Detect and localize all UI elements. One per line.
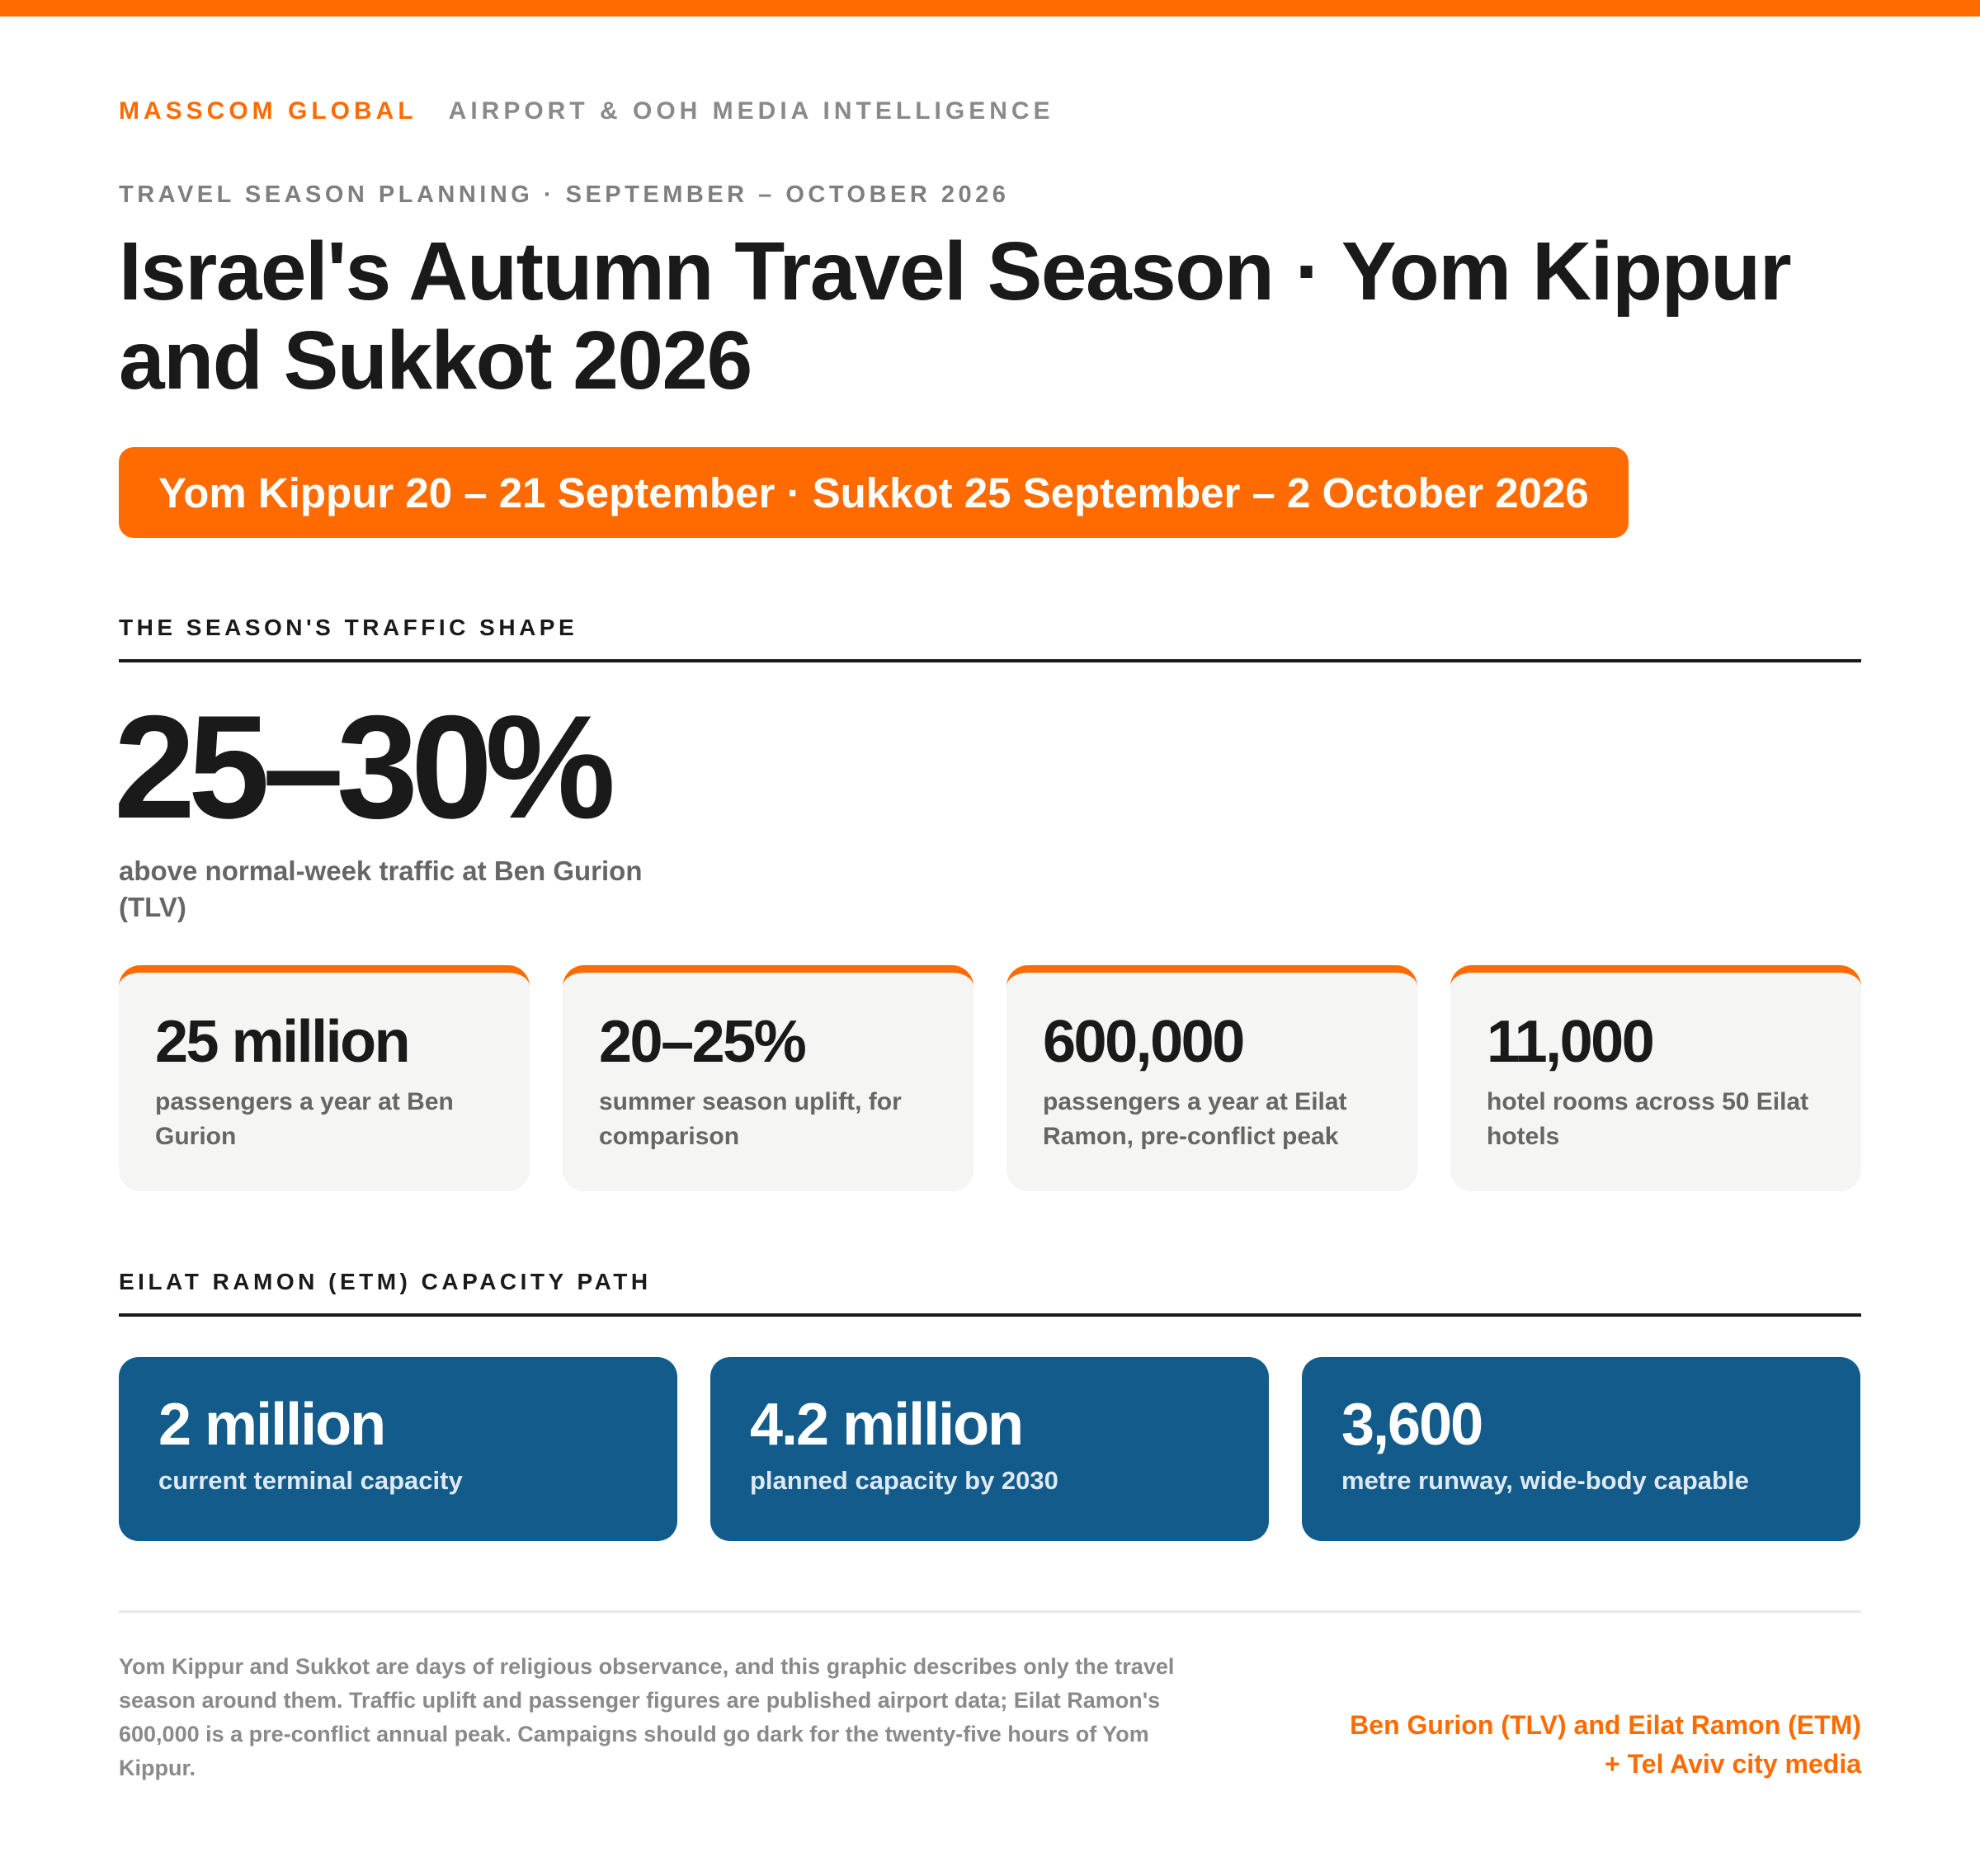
section-heading-capacity: EILAT RAMON (ETM) CAPACITY PATH <box>119 1269 652 1294</box>
capacity-label: current terminal capacity <box>158 1466 463 1495</box>
brand-row <box>119 97 1054 125</box>
capacity-card <box>1302 1357 1860 1541</box>
stat-card <box>563 965 974 1191</box>
capacity-value: 2 million <box>158 1392 385 1458</box>
top-accent-bar <box>0 0 1980 16</box>
section-heading-traffic: THE SEASON'S TRAFFIC SHAPE <box>119 615 578 640</box>
stat-value: 600,000 <box>1043 1009 1243 1075</box>
stat-card-row <box>119 965 1861 1191</box>
stat-label: passengers a year at Ben Gurion <box>155 1088 454 1150</box>
stat-label: hotel rooms across 50 Eilat hotels <box>1487 1088 1809 1150</box>
hero-stat-caption: above normal-week traffic at Ben Gurion (TLV) <box>119 856 643 922</box>
stat-card <box>119 965 530 1191</box>
stat-value: 11,000 <box>1487 1009 1653 1075</box>
page-kicker: TRAVEL SEASON PLANNING · SEPTEMBER – OCTOBER 2026 <box>119 181 1010 208</box>
capacity-card <box>710 1357 1269 1541</box>
capacity-value: 3,600 <box>1341 1392 1483 1458</box>
stat-label: passengers a year at Eilat Ramon, pre-conflict peak <box>1043 1088 1347 1150</box>
capacity-label: metre runway, wide-body capable <box>1341 1466 1749 1495</box>
dates-banner: Yom Kippur 20 – 21 September · Sukkot 25 September – 2 October 2026 <box>119 447 1629 538</box>
stat-label: summer season uplift, for comparison <box>599 1088 902 1150</box>
brand-name: MASSCOM GLOBAL <box>119 97 417 125</box>
capacity-value: 4.2 million <box>750 1392 1023 1458</box>
capacity-card <box>119 1357 677 1541</box>
section-rule-traffic <box>119 659 1861 662</box>
footer-note: Yom Kippur and Sukkot are days of religious observance, and this graphic describes only the travel season around them. Traffic uplift and passenger figures are published airport data; Eilat Ramon's 600,000 is a pre-conflict annual peak. Campaigns should go dark for the twenty-five hours of Yom Kippur. <box>119 1654 1175 1780</box>
stat-card <box>1450 965 1861 1191</box>
capacity-label: planned capacity by 2030 <box>750 1466 1058 1495</box>
footer-divider <box>119 1610 1861 1613</box>
stat-value: 20–25% <box>599 1009 805 1075</box>
footer-coverage-tag: Ben Gurion (TLV) and Eilat Ramon (ETM) + Tel Aviv city media <box>1350 1710 1861 1779</box>
brand-tagline: AIRPORT & OOH MEDIA INTELLIGENCE <box>448 97 1054 125</box>
capacity-card-row <box>119 1357 1861 1541</box>
page-title: Israel's Autumn Travel Season · Yom Kippur and Sukkot 2026 <box>119 225 1791 407</box>
stat-card <box>1006 965 1417 1191</box>
section-rule-capacity <box>119 1313 1861 1317</box>
hero-stat-value: 25–30% <box>114 685 609 849</box>
stat-value: 25 million <box>155 1009 409 1075</box>
